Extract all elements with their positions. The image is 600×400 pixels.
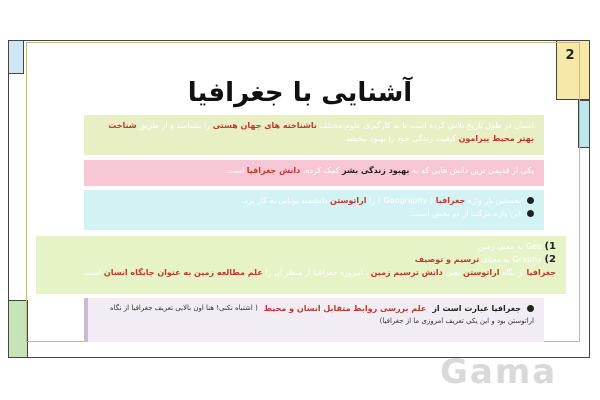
item-number: 1) [544, 241, 556, 252]
oldest-text-mid: کمک کرده، [302, 166, 340, 175]
origin-text-c: ) را [369, 196, 381, 205]
origin-row-1 [94, 194, 534, 207]
slide-title: آشنایی با جغرافیا [187, 78, 413, 108]
highlight-geography-science: دانش جغرافیا [246, 166, 301, 175]
corner-decoration-bottom-left [8, 300, 28, 358]
word-part-1 [46, 240, 556, 253]
origin-text-line2: این واژه مرکب از دو بخش است: [410, 209, 521, 218]
modern-definition-text: جغرافیا عبارت است از [432, 304, 521, 313]
origin-row-2 [94, 207, 534, 220]
modern-definition-row [98, 302, 534, 315]
definition-line [46, 266, 556, 279]
definition-text-c: ، امروزه جغرافیا از منظر آن را [265, 268, 369, 277]
highlight-earth-study: علم مطالعه زمین به عنوان جایگاه انسان [103, 268, 263, 277]
word-parts-box [36, 236, 566, 294]
origin-text-b: ( [430, 196, 434, 205]
highlight-unknowns: ناشناخته های جهان هستی [212, 121, 317, 130]
bullet-icon [527, 305, 534, 312]
intro-box [84, 115, 544, 155]
definition-text-a: از نگاه [502, 268, 524, 277]
word-part-2 [46, 253, 556, 266]
highlight-earth-drawing: دانش ترسیم زمین [370, 268, 443, 277]
modern-definition-note: ( اشتباه نکنی! هنا اون بالایی تعریف جغرافیا از نگاه [109, 304, 258, 312]
item-number: 2) [544, 254, 556, 265]
origin-english-term: Geography [383, 196, 428, 205]
bullet-icon [527, 197, 534, 204]
bullet-icon [527, 210, 534, 217]
highlight-eratosthenes: اراتوستن [330, 196, 367, 205]
word-part-2-text: به معنای [481, 255, 511, 264]
intro-text: انسان در طول تاریخ تلاش کرده است تا به کارگیری علوم مختلف [319, 121, 534, 130]
watermark-logo: Gama [440, 352, 558, 392]
highlight-draw-describe: ترسیم و توصیف [414, 255, 480, 264]
word-part-2-english: Graphy [512, 255, 542, 264]
origin-box [84, 190, 544, 230]
highlight-human-environment: علم بررسی روابط متقابل انسان و محیط [263, 304, 427, 313]
modern-definition-box [84, 298, 544, 342]
highlight-eratosthenes: اراتوستن [463, 268, 500, 277]
oldest-text-tail: است. [224, 166, 245, 175]
oldest-science-box [84, 160, 544, 186]
origin-text-d: دانشمند یونانی به کار برد. [241, 196, 328, 205]
definition-text-b: یعنی [445, 268, 461, 277]
word-part-1-text: Geo به معنی زمین [477, 242, 542, 251]
origin-text-a: نخستین بار واژه [467, 196, 521, 205]
modern-definition-note-2: اراتوستن بود و این یکی تعریف امروزی ما از جغرافیا) [379, 317, 534, 325]
highlight-geography: جغرافیا [435, 196, 466, 205]
intro-text-mid: را بشناسد و از طریق [139, 121, 211, 130]
page-number: 2 [565, 48, 575, 63]
definition-text-d: است. [82, 268, 102, 277]
highlight-geography: جغرافیا [526, 268, 556, 277]
highlight-environment: شناخت بهتر محیط پیرامون [108, 121, 534, 143]
oldest-text: یکی از قدیمی ترین دانش هایی که به [411, 166, 534, 175]
highlight-improve-life: بهبود زندگی بشر [342, 166, 410, 175]
corner-decoration-top-left [8, 40, 24, 74]
intro-text-tail: کیفیت زندگی خود را بهبود ببخشد. [343, 134, 457, 143]
